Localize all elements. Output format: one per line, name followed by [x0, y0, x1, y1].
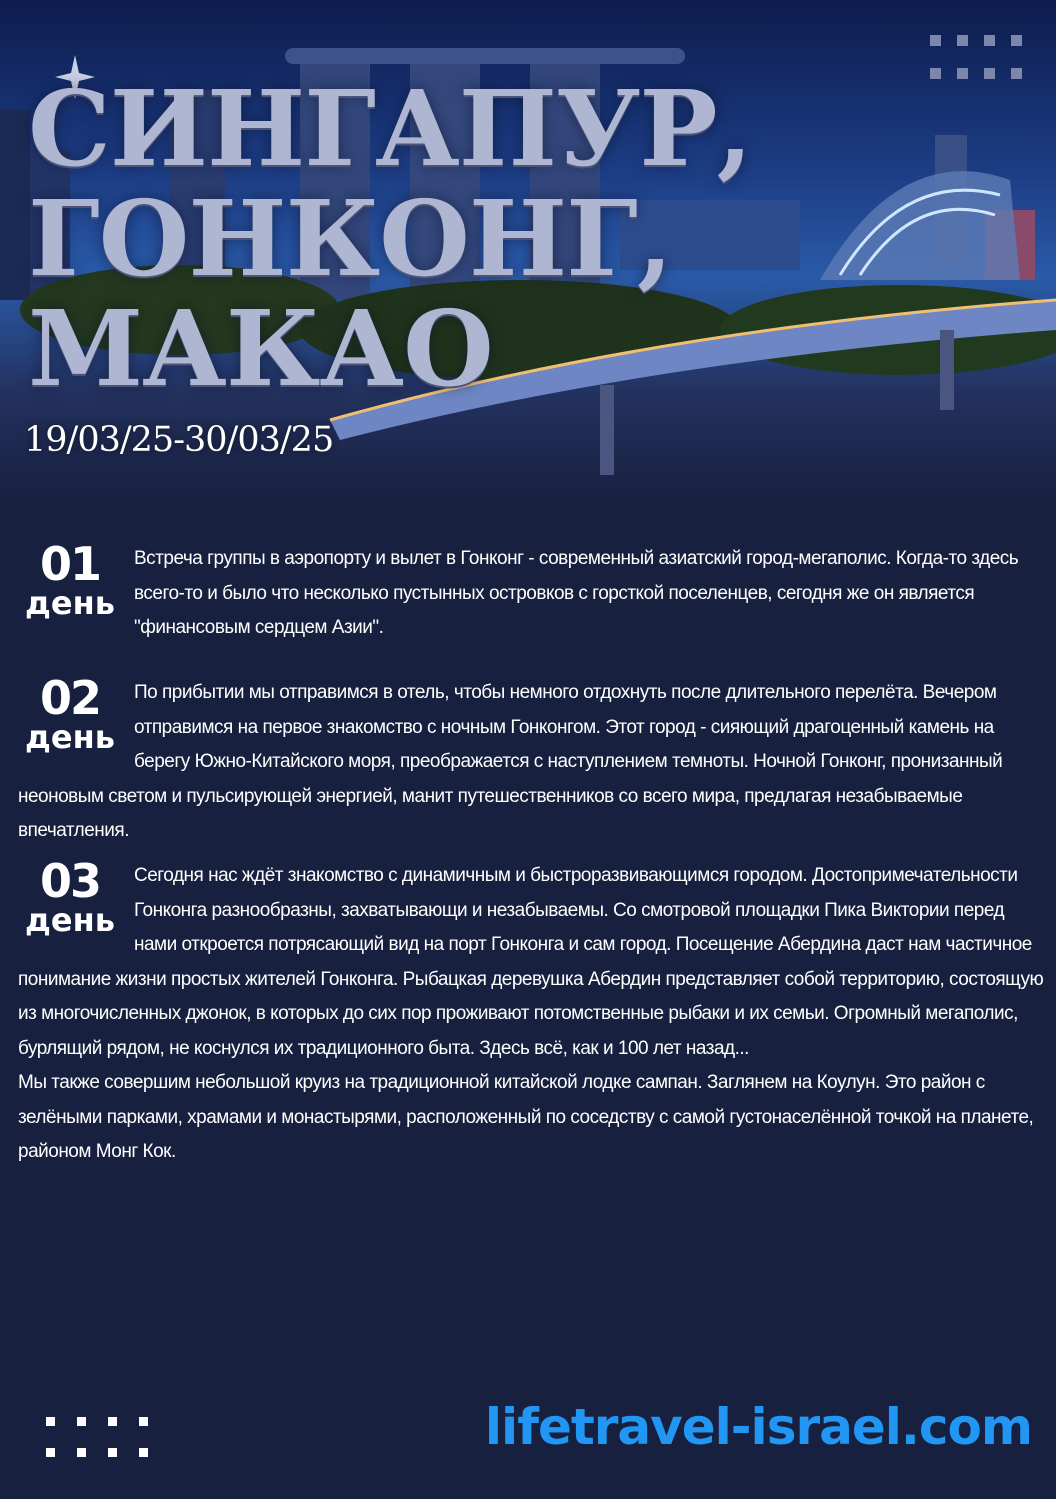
day-block-3: [18, 854, 1048, 1170]
day-badge: [18, 671, 122, 766]
day-number: 01: [39, 537, 100, 591]
day-description-continued: Мы также совершим небольшой круиз на традиционной китайской лодке сампан. Заглянем на Коулун. Это район с зелёными парками, храмами и монастырями, расположенный по соседству с самой густонаселённой точкой на планете, районом Монг Кок.: [18, 1072, 1034, 1162]
day-label: день: [25, 901, 115, 939]
page-title: [28, 67, 752, 410]
website-link[interactable]: lifetravel-israel.com: [484, 1398, 1032, 1456]
title-line-1: СИНГАПУР,: [28, 67, 752, 190]
day-number: 03: [39, 854, 100, 908]
title-line-2: ГОНКОНГ,: [28, 177, 673, 300]
day-description: Сегодня нас ждёт знакомство с динамичным и быстроразвивающимся городом. Достопримечательности Гонконга разнообразны, захватывающи и незабываемы. Со смотровой площадки Пика Виктории перед нами откроется потрясающий вид на порт Гонконга и сам город. Посещение Абердина даст нам частичное понимание жизни простых жителей Гонконга. Рыбацкая деревушка Абердин представляет собой территорию, состоящую из многочисленных джонок, в которых до сих пор проживают потомственные рыбаки и их семьи. Огромный мегаполис, бурлящий рядом, не коснулся их традиционного быта. Здесь всё, как и 100 лет назад...: [18, 865, 1044, 1059]
day-badge: [18, 537, 122, 632]
title-line-3: МАКАО: [28, 287, 493, 410]
day-badge: [18, 854, 122, 949]
day-description: Встреча группы в аэропорту и вылет в Гонконг - современный азиатский город-мегаполис. Когда-то здесь всего-то и было что несколько пустынных островков с горсткой поселенцев, сегодня же он является "финансовым сердцем Азии".: [134, 548, 1019, 638]
hero-banner: [0, 0, 1056, 505]
day-block-2: [18, 671, 1048, 849]
tour-dates: 19/03/25-30/03/25: [24, 420, 334, 460]
day-description: По прибытии мы отправимся в отель, чтобы немного отдохнуть после длительного перелёта. Вечером отправимся на первое знакомство с ночным Гонконгом. Этот город - сияющий драгоценный камень на берегу Южно-Китайского моря, преображается с наступлением темноты. Ночной Гонконг, пронизанный неоновым светом и пульсирующей энергией, манит путешественников со всего мира, предлагая незабываемые впечатления.: [18, 682, 1003, 841]
decorative-dots-bottom: [46, 1417, 148, 1457]
day-label: день: [25, 718, 115, 756]
day-label: день: [25, 584, 115, 622]
decorative-dots-top: [930, 35, 1022, 79]
day-block-1: [18, 537, 1048, 646]
day-number: 02: [39, 671, 100, 725]
